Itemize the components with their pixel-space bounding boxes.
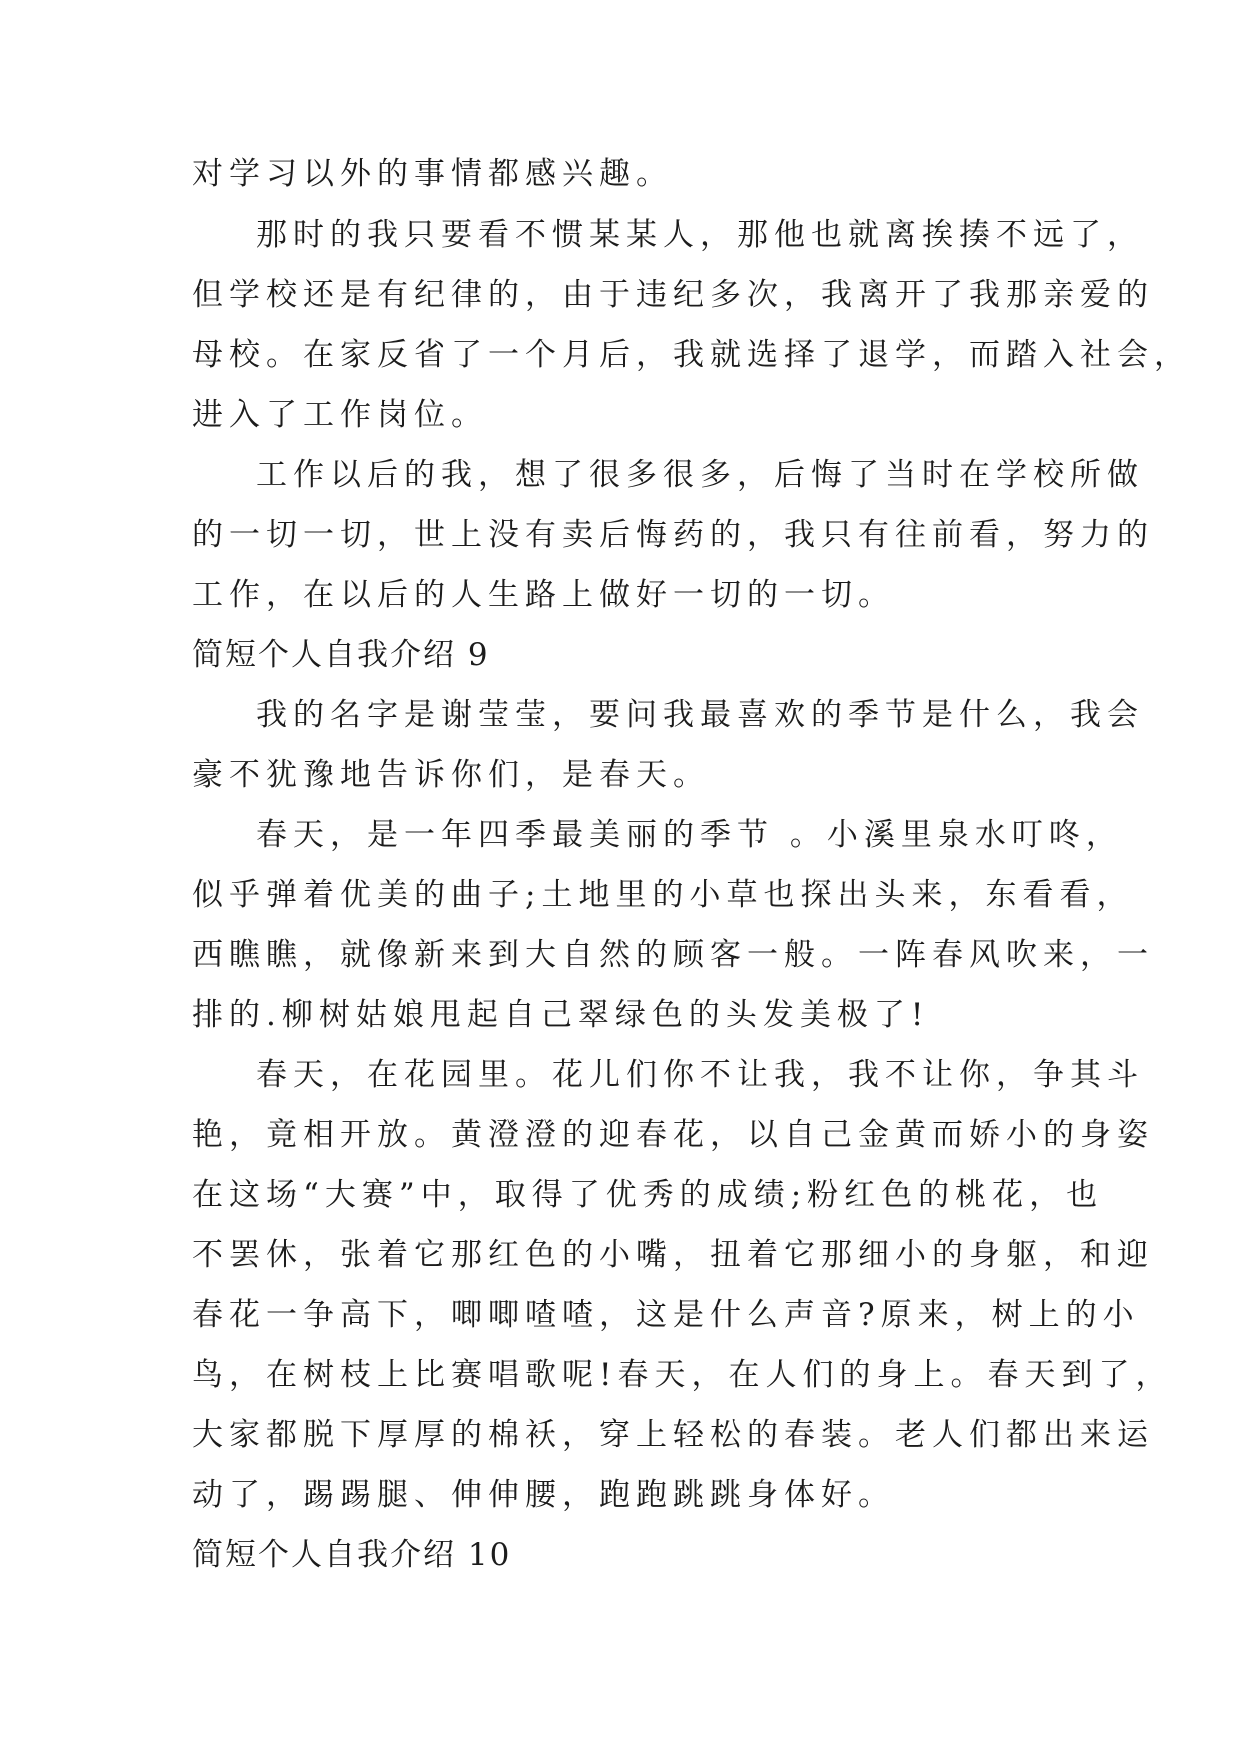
text-line: 进入了工作岗位。	[192, 397, 488, 433]
text-line: 西瞧瞧，就像新来到大自然的顾客一般。一阵春风吹来，一	[192, 937, 1154, 973]
text-line: 春花一争高下，唧唧喳喳，这是什么声音?原来，树上的小	[192, 1297, 1140, 1333]
text-line: 似乎弹着优美的曲子;土地里的小草也探出头来，东看看，	[192, 877, 1134, 913]
text-line: 工作，在以后的人生路上做好一切的一切。	[192, 577, 895, 613]
text-line: 不罢休，张着它那红色的小嘴，扭着它那细小的身躯，和迎	[192, 1237, 1154, 1273]
text-line: 动了，踢踢腿、伸伸腰，跑跑跳跳身体好。	[192, 1477, 895, 1513]
text-line: 排的.柳树姑娘甩起自己翠绿色的头发美极了!	[192, 997, 930, 1033]
text-line: 鸟，在树枝上比赛唱歌呢!春天，在人们的身上。春天到了，	[192, 1357, 1173, 1393]
text-line: 在这场“大赛”中，取得了优秀的成绩;粉红色的桃花，也	[192, 1177, 1104, 1213]
paragraph-first-line: 春天，是一年四季最美丽的季节 。小溪里泉水叮咚，	[256, 817, 1123, 853]
section-heading: 简短个人自我介绍 9	[192, 637, 490, 673]
text-line: 豪不犹豫地告诉你们，是春天。	[192, 757, 710, 793]
text-line: 对学习以外的事情都感兴趣。	[192, 156, 673, 192]
text-line: 的一切一切，世上没有卖后悔药的，我只有往前看，努力的	[192, 517, 1154, 553]
paragraph-first-line: 春天，在花园里。花儿们你不让我，我不让你，争其斗	[256, 1057, 1144, 1093]
text-line: 但学校还是有纪律的，由于违纪多次，我离开了我那亲爱的	[192, 277, 1154, 313]
paragraph-first-line: 我的名字是谢莹莹，要问我最喜欢的季节是什么，我会	[256, 697, 1144, 733]
section-heading: 简短个人自我介绍 10	[192, 1537, 512, 1573]
paragraph-first-line: 工作以后的我，想了很多很多，后悔了当时在学校所做	[256, 457, 1144, 493]
text-line: 艳，竟相开放。黄澄澄的迎春花，以自己金黄而娇小的身姿	[192, 1117, 1154, 1153]
text-line: 母校。在家反省了一个月后，我就选择了退学，而踏入社会，	[192, 337, 1191, 373]
text-line: 大家都脱下厚厚的棉袄，穿上轻松的春装。老人们都出来运	[192, 1417, 1154, 1453]
paragraph-first-line: 那时的我只要看不惯某某人，那他也就离挨揍不远了，	[256, 217, 1144, 253]
